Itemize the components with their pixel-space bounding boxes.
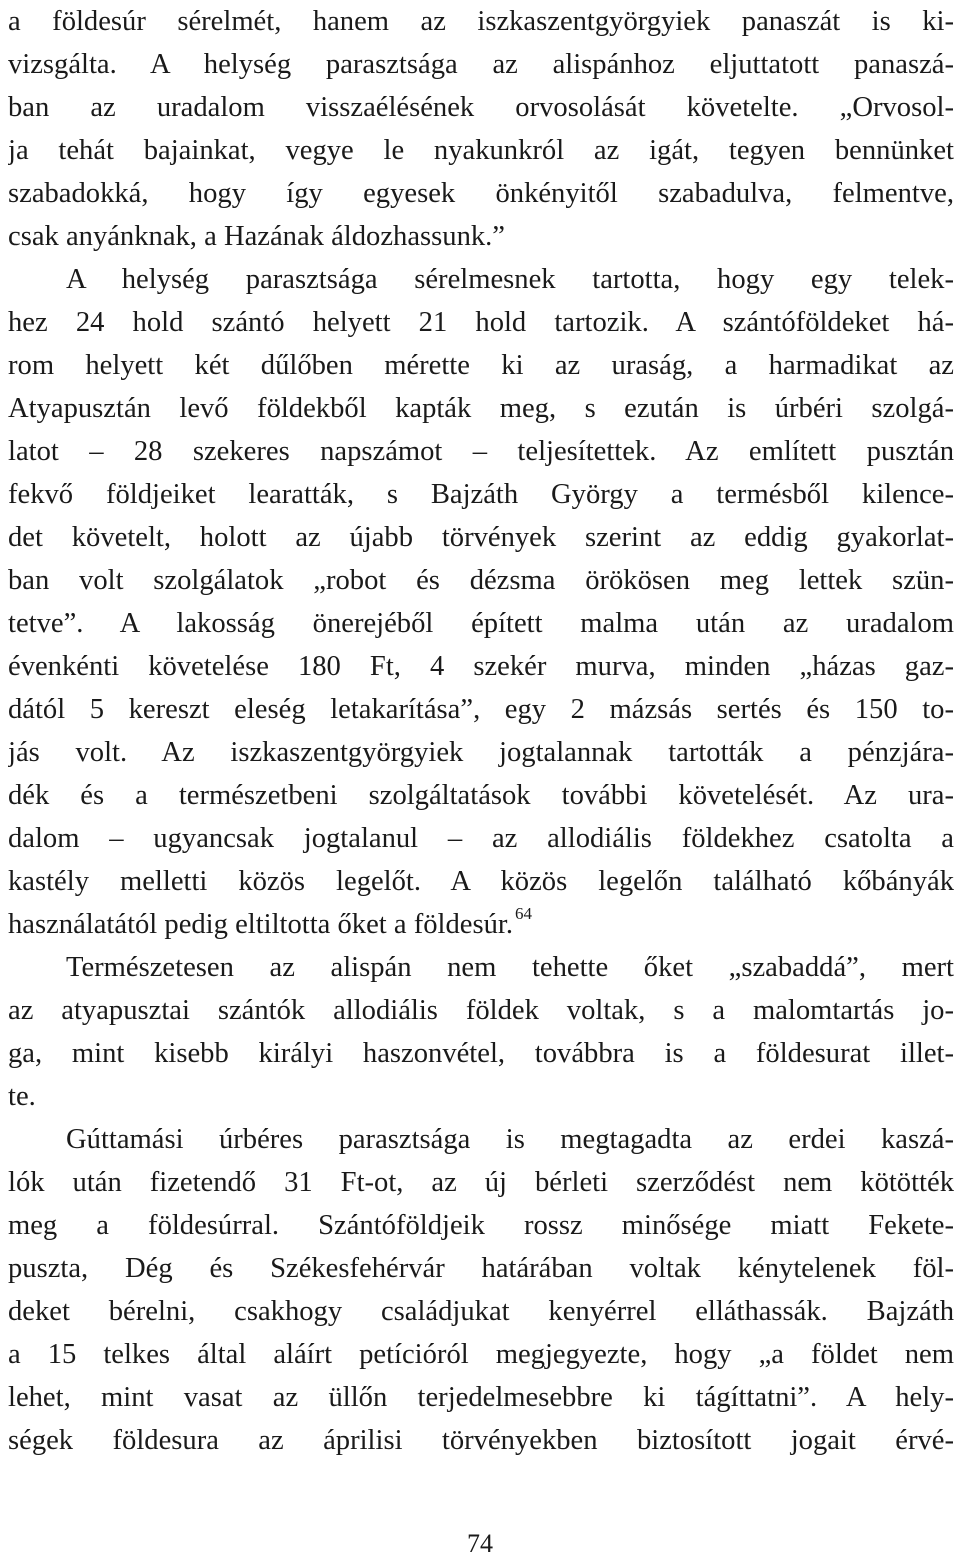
text-line-with-footnote [8, 903, 954, 946]
text-line: dék és a természetbeni szolgáltatások további követelését. Az ura- [8, 780, 954, 811]
text-line: kastély melletti közös legelőt. A közös legelőn található kőbányák [8, 866, 954, 897]
text-line: latot – 28 szekeres napszámot – teljesítettek. Az említett pusztán [8, 436, 954, 467]
footnote-reference: 64 [515, 904, 532, 923]
text-line: tetve”. A lakosság önerejéből épített malma után az uradalom [8, 608, 954, 639]
text-line: szabadokká, hogy így egyesek önkényitől szabadulva, felmentve, [8, 178, 954, 209]
text-line: a 15 telkes által aláírt petícióról megjegyezte, hogy „a földet nem [8, 1339, 954, 1370]
text-line: csak anyánknak, a Hazának áldozhassunk.” [8, 221, 505, 252]
text-line: rom helyett két dűlőben mérette ki az uraság, a harmadikat az [8, 350, 954, 381]
text-line: dától 5 kereszt eleség letakarítása”, egy 2 mázsás sertés és 150 to- [8, 694, 954, 725]
text-line: puszta, Dég és Székesfehérvár határában voltak kénytelenek föl- [8, 1253, 954, 1284]
text-line: az atyapusztai szántók allodiális földek voltak, s a malomtartás jo- [8, 995, 954, 1026]
text-line: vizsgálta. A helység parasztsága az alispánhoz eljuttatott panaszá- [8, 49, 954, 80]
text-line: ga, mint kisebb királyi haszonvétel, továbbra is a földesurat illet- [8, 1038, 954, 1069]
text-line: te. [8, 1081, 36, 1112]
text-line: ja tehát bajainkat, vegye le nyakunkról az igát, tegyen bennünket [8, 135, 954, 166]
text-line: lók után fizetendő 31 Ft-ot, az új bérleti szerződést nem kötötték [8, 1167, 954, 1198]
text-line: évenkénti követelése 180 Ft, 4 szekér murva, minden „házas gaz- [8, 651, 954, 682]
text-line: ban az uradalom visszaélésének orvosolását követelte. „Orvosol- [8, 92, 954, 123]
paragraph-start-line: Gúttamási úrbéres parasztsága is megtagadta az erdei kaszá- [66, 1124, 954, 1155]
text-line: Atyapusztán levő földekből kapták meg, s ezután is úrbéri szolgá- [8, 393, 954, 424]
text-line: ségek földesura az áprilisi törvényekben biztosított jogait érvé- [8, 1425, 954, 1456]
text-line: dalom – ugyancsak jogtalanul – az allodiális földekhez csatolta a [8, 823, 954, 854]
text-line: det követelt, holott az újabb törvények szerint az eddig gyakorlat- [8, 522, 954, 553]
text-line-content: használatától pedig eltiltotta őket a földesúr. [8, 909, 513, 940]
text-line: deket bérelni, csakhogy családjukat kenyérrel elláthassák. Bajzáth [8, 1296, 954, 1327]
page-number: 74 [467, 1529, 493, 1558]
text-line: a földesúr sérelmét, hanem az iszkaszentgyörgyiek panaszát is ki- [8, 6, 954, 37]
text-line: ban volt szolgálatok „robot és dézsma örökösen meg lettek szün- [8, 565, 954, 596]
text-line: hez 24 hold szántó helyett 21 hold tartozik. A szántóföldeket há- [8, 307, 954, 338]
text-line: fekvő földjeiket learatták, s Bajzáth György a termésből kilence- [8, 479, 954, 510]
paragraph-start-line: A helység parasztsága sérelmesnek tartotta, hogy egy telek- [66, 264, 954, 295]
paragraph-start-line: Természetesen az alispán nem tehette őket „szabaddá”, mert [66, 952, 954, 983]
text-line: meg a földesúrral. Szántóföldjeik rossz minősége miatt Fekete- [8, 1210, 954, 1241]
text-line: lehet, mint vasat az üllőn terjedelmesebbre ki tágíttatni”. A hely- [8, 1382, 954, 1413]
text-line: jás volt. Az iszkaszentgyörgyiek jogtalannak tartották a pénzjára- [8, 737, 954, 768]
